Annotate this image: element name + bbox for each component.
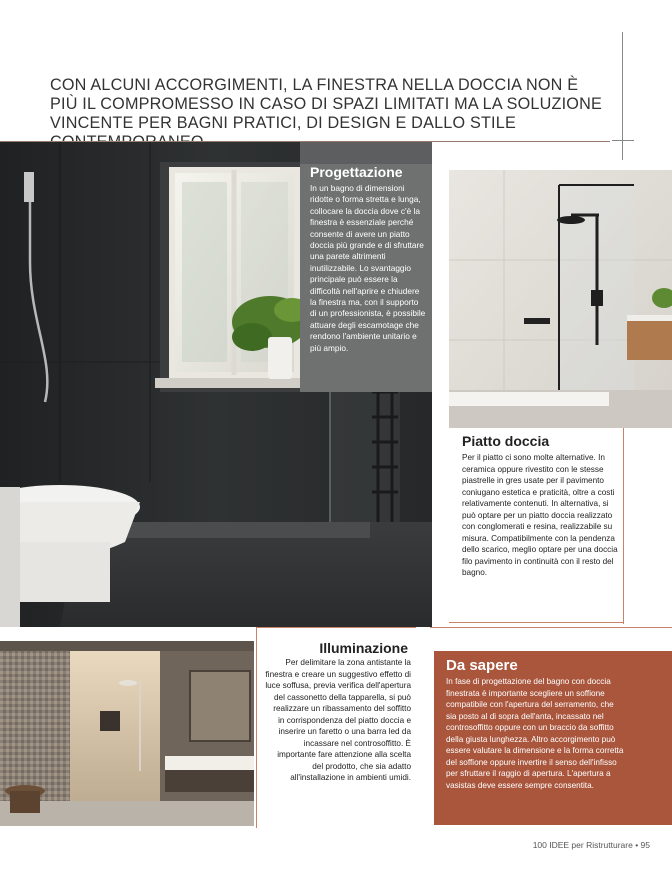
- illuminazione-title: Illuminazione: [319, 640, 408, 656]
- piatto-frame-vertical: [623, 428, 624, 624]
- illuminazione-body: Per delimitare la zona antistante la finestra e creare un suggestivo effetto di luce soffusa, previa verifica dell'apertura del cassonetto della tapparella, si può realizzare un ribassamento del soffitto in corrispondenza del piatto doccia e inserire un faretto o una barra led da incassare nel controsoffitto. È importante fare attenzione alla scelta del prodotto, che sia adatto all'installazione in ambienti umidi.: [265, 658, 411, 782]
- piatto-doccia-title: Piatto doccia: [462, 433, 550, 449]
- photo-bathroom-mosaic: [0, 641, 254, 826]
- piatto-doccia-body: Per il piatto ci sono molte alternative. In ceramica oppure rivestito con le stesse piastrelle in gres usate per il pavimento coniugano estetica e praticità, oltre a costi relativamente contenuti. In alternativa, si può optare per un piatto doccia realizzato con conglomerati e resina, realizzabile su misura. Compatibilmente con la pendenza dello scarico, meglio optare per una doccia filo pavimento in continuità con il resto del bagno.: [462, 453, 618, 577]
- photo-walk-in-shower: [449, 170, 672, 428]
- headline: CON ALCUNI ACCORGIMENTI, LA FINESTRA NELLA DOCCIA NON È PIÙ IL COMPROMESSO IN CASO DI SPAZI LIMITATI MA LA SOLUZIONE VINCENTE PER BAGNI PRATICI, DI DESIGN E DALLO STILE: [50, 76, 602, 132]
- page-footer: 100 IDEE per Ristrutturare • 95: [532, 840, 650, 850]
- illuminazione-frame-vertical: [256, 628, 257, 828]
- da-sapere-top-rule: [430, 627, 672, 628]
- illuminazione-frame-horizontal: [256, 627, 416, 628]
- da-sapere-title: Da sapere: [446, 657, 518, 674]
- progettazione-body: In un bagno di dimensioni ridotte o forma stretta e lunga, collocare la doccia dove c'è la finestra è essenziale perché consente di avere un piatto doccia più grande e di sfruttare una parete altrimenti inutilizzabile. Lo svantaggio principale può essere la difficoltà nell'aprire e chiudere la finestra ma, con il supporto di un professionista, è possibile attuare degli escamotage che rendono l'ambiente unitario e più ampio.: [310, 183, 426, 353]
- da-sapere-body: In fase di progettazione del bagno con doccia finestrata è importante scegliere un soffione compatibile con l'apertura del serramento, che sia posto al di sopra dell'anta, incassato nel controsoffitto oppure con un braccio da soffitto della giusta lunghezza. Altro accorgimento può essere valutare la dimensione e la forma corretta del soffione oppure invertire il senso dell'infisso per sfruttare il raggio di apertura. L'apertura a vasistas deve essere sempre consentita.: [446, 677, 624, 790]
- progettazione-box-header: [300, 142, 432, 164]
- progettazione-title: Progettazione: [310, 164, 403, 180]
- piatto-frame-horizontal: [449, 622, 624, 623]
- crop-mark-horizontal: [612, 140, 634, 141]
